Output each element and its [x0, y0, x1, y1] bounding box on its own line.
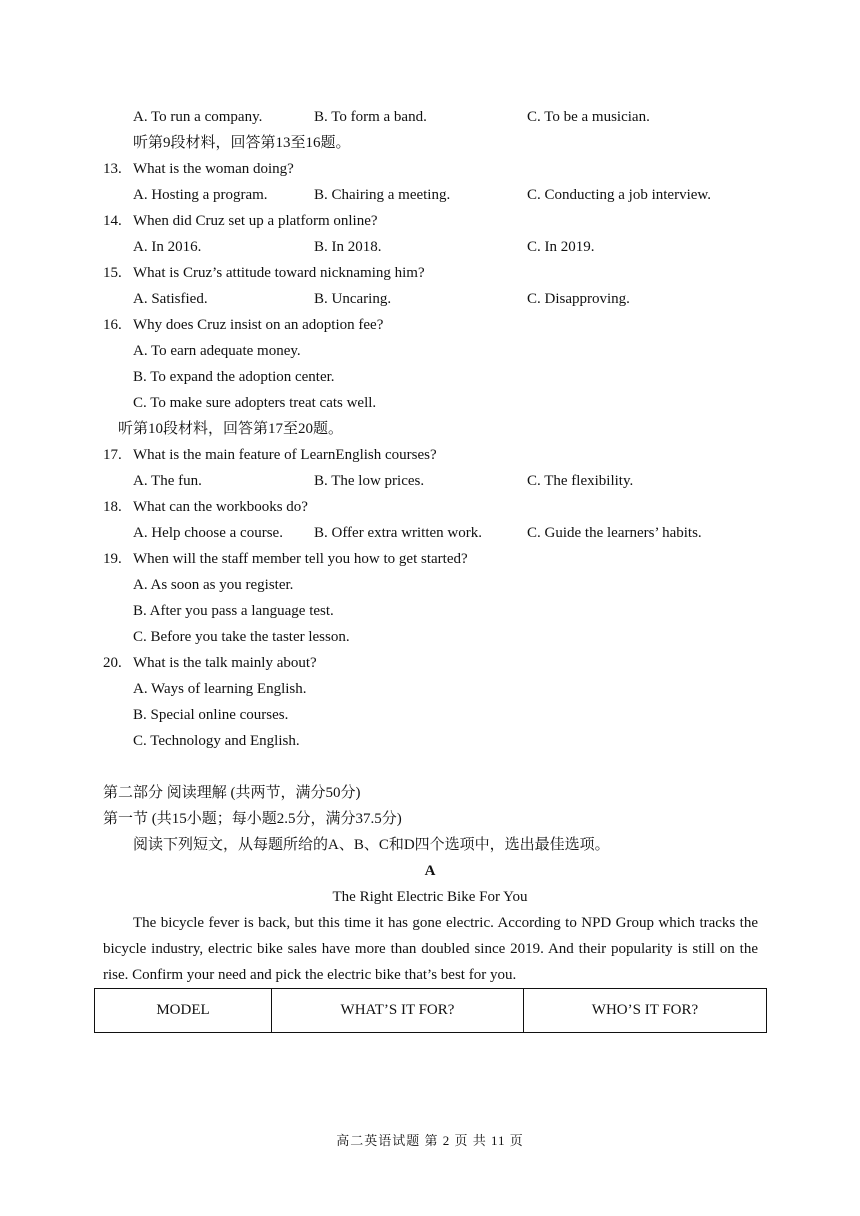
table-header-purpose: WHAT’S IT FOR?: [272, 989, 524, 1033]
q16-option-c: C. To make sure adopters treat cats well.: [133, 395, 377, 411]
passage-paragraph: The bicycle fever is back, but this time it has gone electric. According to NPD Group which tracks the bicycle industry, electric bike sales have more than doubled since 2019. And their popularity is still on the rise. Confirm your need and pick the electric bike that’s best for you.: [103, 915, 758, 983]
q19-option-b: B. After you pass a language test.: [133, 603, 334, 619]
q13-option-b: B. Chairing a meeting.: [314, 187, 451, 203]
section9-intro: 听第9段材料，回答第13至16题。: [133, 135, 351, 151]
q13-option-a: A. Hosting a program.: [133, 187, 268, 203]
q20-option-b: B. Special online courses.: [133, 707, 289, 723]
q18-option-a: A. Help choose a course.: [133, 525, 283, 541]
q17-option-c: C. The flexibility.: [527, 473, 634, 489]
question-20-number: 20.: [103, 655, 122, 671]
section1-title: 第一节 (共15小题；每小题2.5分，满分37.5分): [103, 811, 402, 827]
question-15-stem: What is Cruz’s attitude toward nicknaming him?: [133, 265, 425, 281]
q14-option-c: C. In 2019.: [527, 239, 595, 255]
q12-option-c: C. To be a musician.: [527, 109, 650, 125]
page-footer: 高二英语试题 第 2 页 共 11 页: [336, 1133, 524, 1148]
q19-option-c: C. Before you take the taster lesson.: [133, 629, 350, 645]
question-15-number: 15.: [103, 265, 122, 281]
table-header-row: [95, 989, 767, 1033]
reading-instruction: 阅读下列短文，从每题所给的A、B、C和D四个选项中，选出最佳选项。: [133, 837, 610, 853]
q15-option-a: A. Satisfied.: [133, 291, 208, 307]
q13-option-c: C. Conducting a job interview.: [527, 187, 711, 203]
q12-option-a: A. To run a company.: [133, 109, 263, 125]
table-header-audience: WHO’S IT FOR?: [524, 989, 767, 1033]
q17-option-b: B. The low prices.: [314, 473, 425, 489]
question-16-stem: Why does Cruz insist on an adoption fee?: [133, 317, 384, 333]
q16-option-a: A. To earn adequate money.: [133, 343, 301, 359]
passage-letter: A: [424, 863, 436, 879]
question-13-stem: What is the woman doing?: [133, 161, 294, 177]
part2-title: 第二部分 阅读理解 (共两节，满分50分): [103, 785, 361, 801]
q16-option-b: B. To expand the adoption center.: [133, 369, 335, 385]
question-17-number: 17.: [103, 447, 122, 463]
q14-option-a: A. In 2016.: [133, 239, 202, 255]
passage-title: The Right Electric Bike For You: [332, 889, 528, 905]
q18-option-b: B. Offer extra written work.: [314, 525, 483, 541]
q20-option-c: C. Technology and English.: [133, 733, 300, 749]
q17-option-a: A. The fun.: [133, 473, 202, 489]
question-14-stem: When did Cruz set up a platform online?: [133, 213, 378, 229]
question-16-number: 16.: [103, 317, 122, 333]
question-18-number: 18.: [103, 499, 122, 515]
passage-body: [103, 910, 758, 988]
section10-intro: 听第10段材料，回答第17至20题。: [118, 421, 344, 437]
question-19-number: 19.: [103, 551, 122, 567]
q12-option-b: B. To form a band.: [314, 109, 427, 125]
question-18-stem: What can the workbooks do?: [133, 499, 308, 515]
question-13-number: 13.: [103, 161, 122, 177]
q20-option-a: A. Ways of learning English.: [133, 681, 307, 697]
q15-option-c: C. Disapproving.: [527, 291, 630, 307]
question-20-stem: What is the talk mainly about?: [133, 655, 317, 671]
table-header-model: MODEL: [95, 989, 272, 1033]
q18-option-c: C. Guide the learners’ habits.: [527, 525, 702, 541]
question-17-stem: What is the main feature of LearnEnglish courses?: [133, 447, 437, 463]
bike-model-table: [94, 988, 767, 1033]
question-14-number: 14.: [103, 213, 122, 229]
question-19-stem: When will the staff member tell you how to get started?: [133, 551, 468, 567]
q19-option-a: A. As soon as you register.: [133, 577, 294, 593]
q15-option-b: B. Uncaring.: [314, 291, 392, 307]
q14-option-b: B. In 2018.: [314, 239, 382, 255]
